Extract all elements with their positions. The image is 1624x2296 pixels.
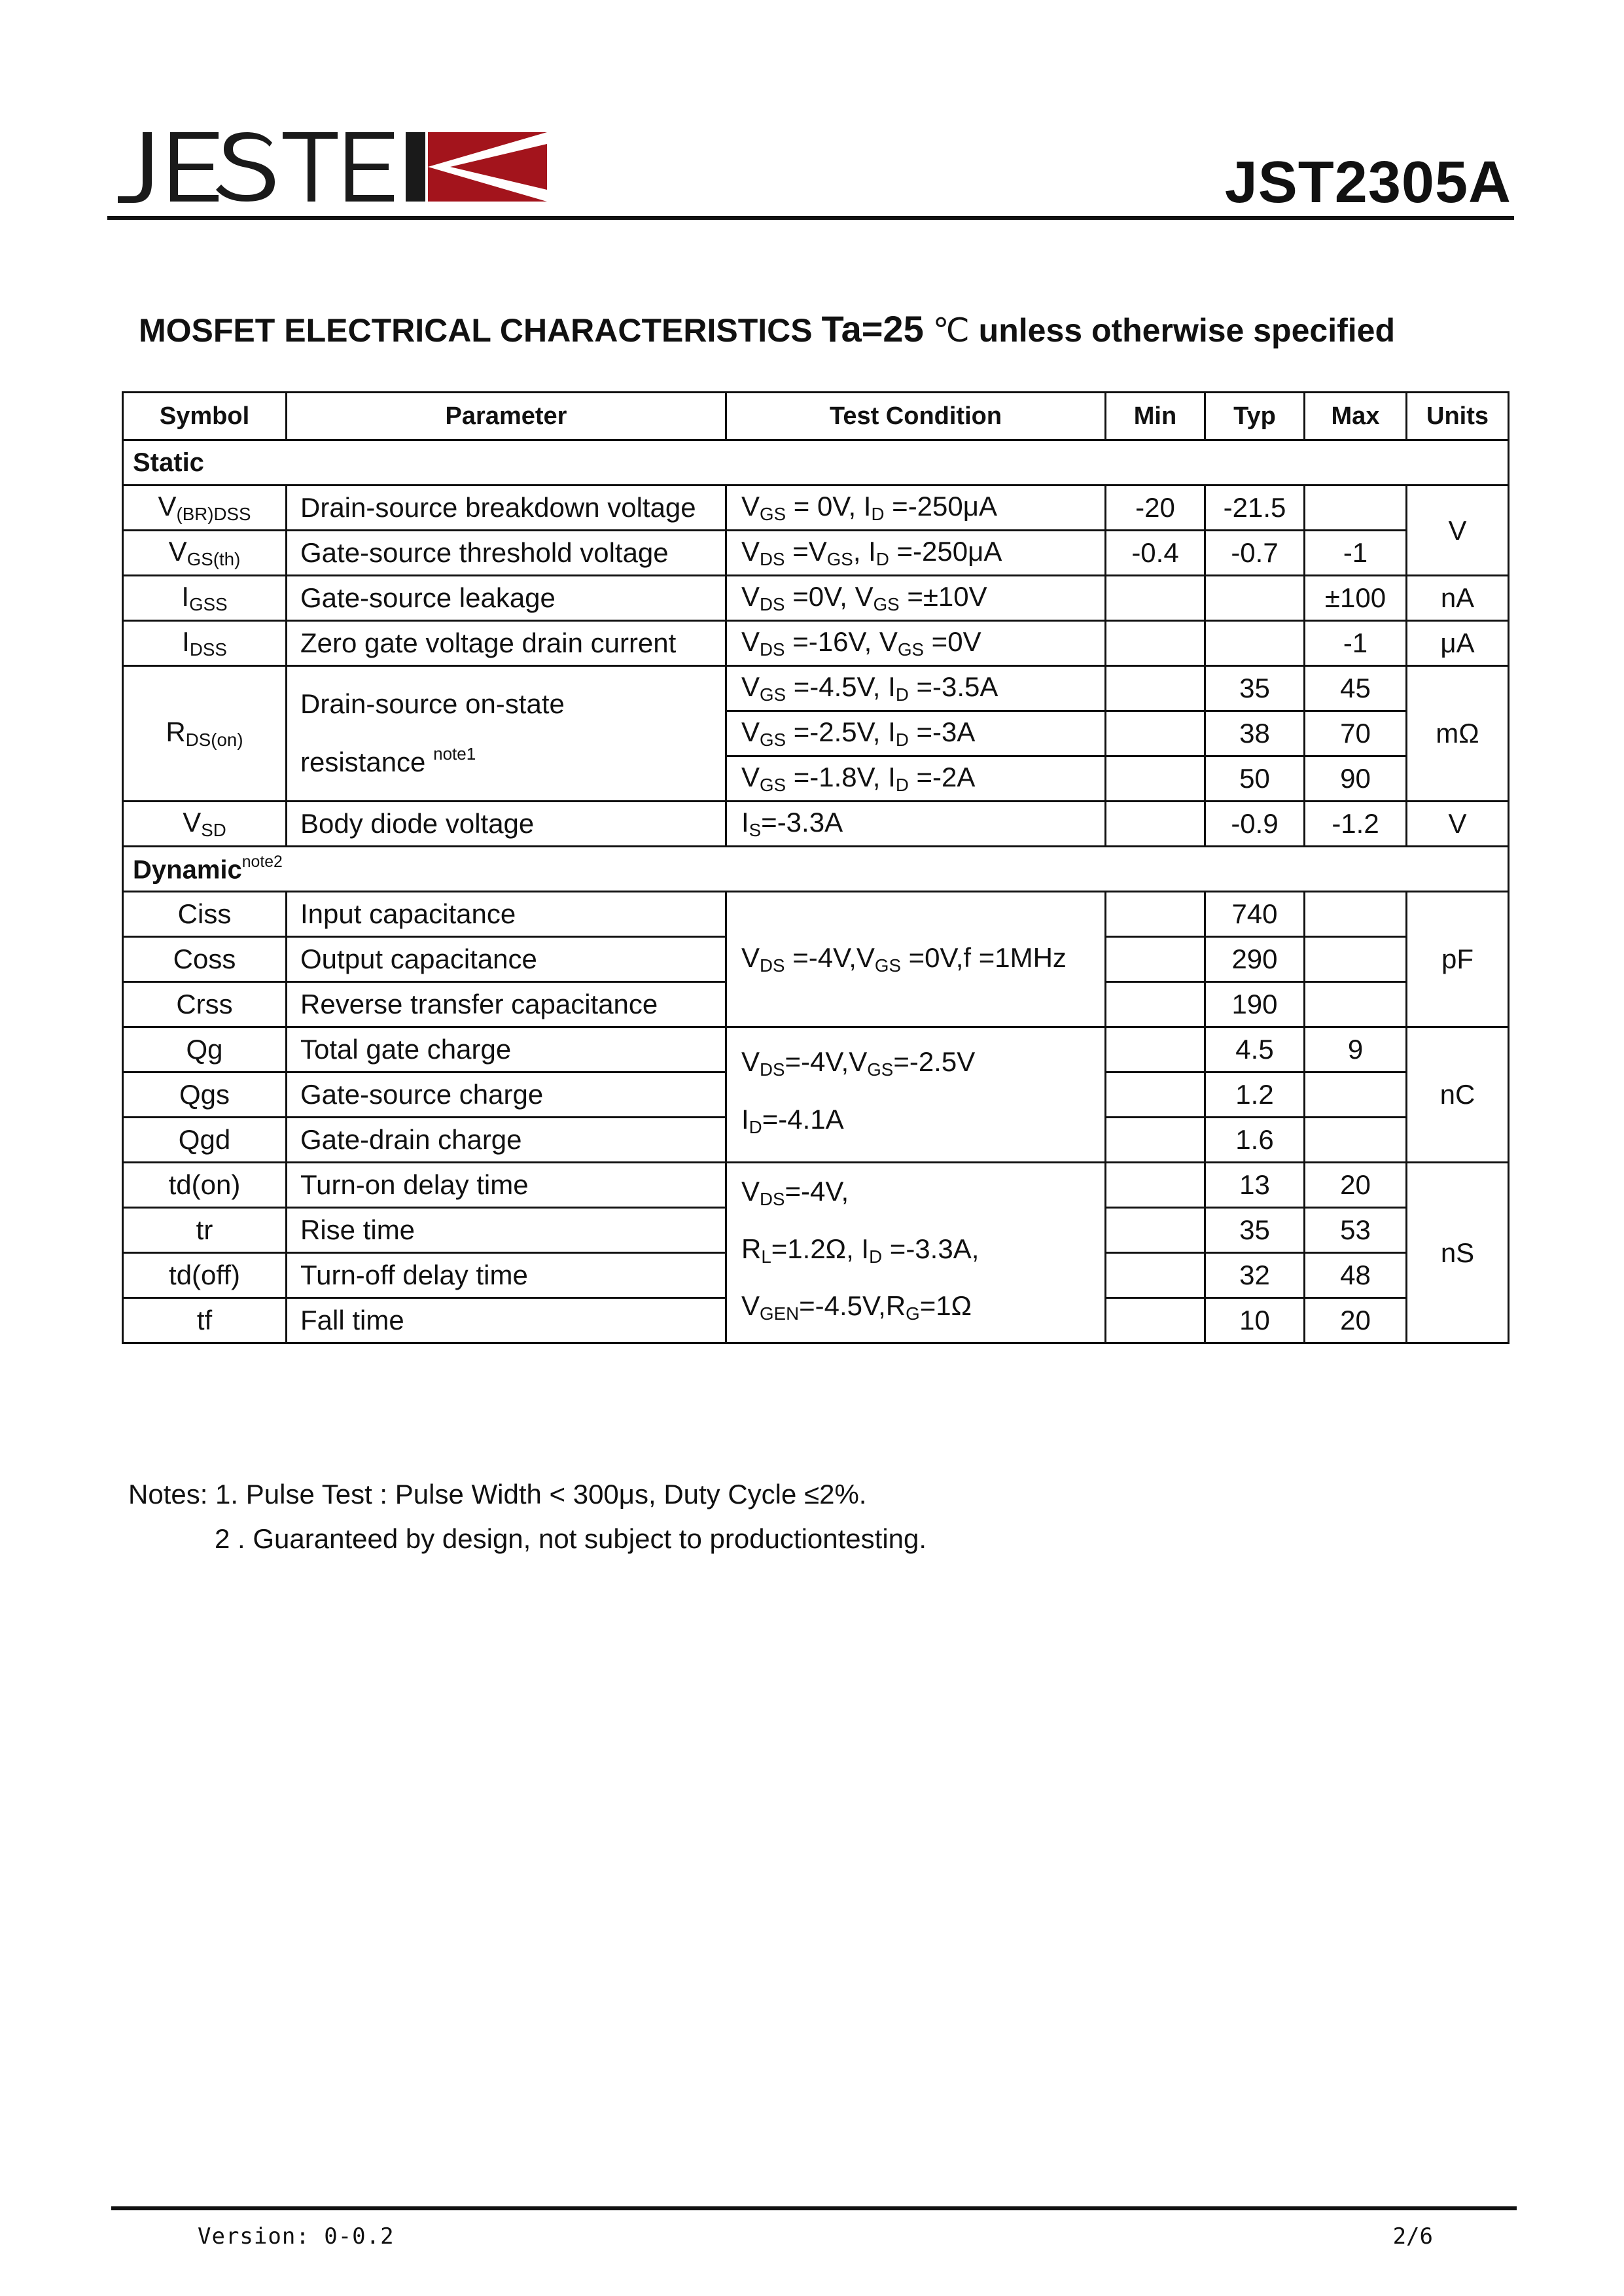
- header-min: Min: [1106, 393, 1205, 440]
- typ-cell: 1.6: [1205, 1118, 1305, 1163]
- symbol-cell: Qgd: [123, 1118, 287, 1163]
- unit-cell: pF: [1407, 892, 1509, 1027]
- min-cell: [1106, 1072, 1205, 1118]
- condition-cell: $V_{DS} =-16V$, $V_{GS} =0V$: [726, 621, 1106, 666]
- parameter-cell: Turn-off delay time: [287, 1253, 726, 1298]
- unit-cell: nC: [1407, 1027, 1509, 1163]
- condition-cell: $V_{GS} = 0V$, $I_D =-250\mu A$: [726, 486, 1106, 531]
- min-cell: [1106, 1027, 1205, 1072]
- symbol-cell: $R_{DS(on)}$: [123, 666, 287, 802]
- max-cell: -1: [1305, 621, 1407, 666]
- typ-cell: [1205, 621, 1305, 666]
- header-divider: [107, 216, 1514, 220]
- unit-cell: V: [1407, 802, 1509, 847]
- min-cell: -20: [1106, 486, 1205, 531]
- unit-cell: nS: [1407, 1163, 1509, 1343]
- symbol-cell: td(off): [123, 1253, 287, 1298]
- table-row: [123, 576, 1509, 621]
- header-symbol: Symbol: [123, 393, 287, 440]
- section-title: [139, 308, 1395, 350]
- symbol-cell: $I_{GSS}$: [123, 576, 287, 621]
- note-1: Notes: 1. Pulse Test : Pulse Width < 300μs, Duty Cycle ≤2%.: [128, 1479, 867, 1510]
- min-cell: [1106, 576, 1205, 621]
- typ-cell: 4.5: [1205, 1027, 1305, 1072]
- max-cell: [1305, 1118, 1407, 1163]
- max-cell: [1305, 486, 1407, 531]
- max-cell: -1: [1305, 531, 1407, 576]
- table-row: [123, 1163, 1509, 1208]
- max-cell: 45: [1305, 666, 1407, 711]
- min-cell: [1106, 1208, 1205, 1253]
- parameter-cell: Gate-source leakage: [287, 576, 726, 621]
- min-cell: [1106, 1253, 1205, 1298]
- max-cell: -1.2: [1305, 802, 1407, 847]
- parameter-cell: Gate-source charge: [287, 1072, 726, 1118]
- min-cell: [1106, 892, 1205, 937]
- version-label: Version: 0-0.2: [198, 2223, 395, 2250]
- table-row: [123, 892, 1509, 937]
- min-cell: [1106, 802, 1205, 847]
- symbol-cell: td(on): [123, 1163, 287, 1208]
- min-cell: [1106, 666, 1205, 711]
- max-cell: 48: [1305, 1253, 1407, 1298]
- parameter-cell: Input capacitance: [287, 892, 726, 937]
- condition-cell: $V_{DS}=-4V,V_{GS}=-2.5V$ $I_D=-4.1A$: [726, 1027, 1106, 1163]
- symbol-cell: Qgs: [123, 1072, 287, 1118]
- symbol-cell: Crss: [123, 982, 287, 1027]
- symbol-cell: $V_{GS(th)}$: [123, 531, 287, 576]
- parameter-cell: Total gate charge: [287, 1027, 726, 1072]
- typ-cell: 35: [1205, 1208, 1305, 1253]
- max-cell: 53: [1305, 1208, 1407, 1253]
- typ-cell: -21.5: [1205, 486, 1305, 531]
- typ-cell: 290: [1205, 937, 1305, 982]
- table-header-row: [123, 393, 1509, 440]
- symbol-cell: Coss: [123, 937, 287, 982]
- table-row: [123, 802, 1509, 847]
- table-row: [123, 531, 1509, 576]
- condition-cell: $V_{DS}=-4V$, $R_L=1.2\Omega$, $I_D =-3.3A$, $V_{GEN}=-4.5V,R_G=1\Omega$: [726, 1163, 1106, 1343]
- condition-cell: $V_{DS} =V_{GS}$, $I_D =-250\mu A$: [726, 531, 1106, 576]
- parameter-cell: Fall time: [287, 1298, 726, 1343]
- symbol-cell: $I_{DSS}$: [123, 621, 287, 666]
- title-degc: ℃: [923, 312, 979, 349]
- header-condition: Test Condition: [726, 393, 1106, 440]
- part-number: JST2305A: [1224, 150, 1511, 215]
- typ-cell: 190: [1205, 982, 1305, 1027]
- table-row: [123, 1027, 1509, 1072]
- section-row-dynamic: [123, 847, 1509, 892]
- header-max: Max: [1305, 393, 1407, 440]
- typ-cell: 1.2: [1205, 1072, 1305, 1118]
- min-cell: [1106, 1118, 1205, 1163]
- min-cell: [1106, 756, 1205, 802]
- max-cell: 20: [1305, 1163, 1407, 1208]
- title-ta: Ta=25: [821, 308, 924, 349]
- min-cell: [1106, 937, 1205, 982]
- min-cell: [1106, 711, 1205, 756]
- typ-cell: 38: [1205, 711, 1305, 756]
- header-parameter: Parameter: [287, 393, 726, 440]
- page-number: 2/6: [1392, 2223, 1433, 2250]
- typ-cell: 50: [1205, 756, 1305, 802]
- condition-cell: $I_S=-3.3A$: [726, 802, 1106, 847]
- parameter-cell: Zero gate voltage drain current: [287, 621, 726, 666]
- min-cell: [1106, 1163, 1205, 1208]
- typ-cell: [1205, 576, 1305, 621]
- symbol-main: V: [158, 491, 177, 522]
- unit-cell: mΩ: [1407, 666, 1509, 802]
- table-row: [123, 486, 1509, 531]
- parameter-cell: Body diode voltage: [287, 802, 726, 847]
- notes: [128, 1472, 927, 1561]
- header-typ: Typ: [1205, 393, 1305, 440]
- parameter-cell: Output capacitance: [287, 937, 726, 982]
- parameter-cell: Gate-drain charge: [287, 1118, 726, 1163]
- condition-cell: $V_{DS} =-4V,V_{GS} =0V,f =1MHz$: [726, 892, 1106, 1027]
- typ-cell: 13: [1205, 1163, 1305, 1208]
- parameter-cell: Rise time: [287, 1208, 726, 1253]
- max-cell: [1305, 982, 1407, 1027]
- title-suffix: unless otherwise specified: [978, 312, 1395, 349]
- condition-cell: $V_{DS} =0V$, $V_{GS} =\pm 10V$: [726, 576, 1106, 621]
- parameter-cell: Turn-on delay time: [287, 1163, 726, 1208]
- unit-cell: nA: [1407, 576, 1509, 621]
- electrical-characteristics-table: [122, 391, 1509, 1344]
- parameter-cell: Gate-source threshold voltage: [287, 531, 726, 576]
- symbol-cell: $V_{SD}$: [123, 802, 287, 847]
- typ-cell: -0.9: [1205, 802, 1305, 847]
- header-units: Units: [1407, 393, 1509, 440]
- parameter-cell: Drain-source on-state resistance $^{note1}$: [287, 666, 726, 802]
- condition-cell: $V_{GS} =-1.8V$, $I_D =-2A$: [726, 756, 1106, 802]
- parameter-cell: Drain-source breakdown voltage: [287, 486, 726, 531]
- unit-cell: μA: [1407, 621, 1509, 666]
- symbol-sub: (BR)DSS: [176, 503, 251, 524]
- typ-cell: 10: [1205, 1298, 1305, 1343]
- symbol-cell: tf: [123, 1298, 287, 1343]
- title-prefix: MOSFET ELECTRICAL CHARACTERISTICS: [139, 312, 822, 349]
- typ-cell: 35: [1205, 666, 1305, 711]
- table-row: [123, 621, 1509, 666]
- min-cell: -0.4: [1106, 531, 1205, 576]
- condition-cell: $V_{GS} =-2.5V$, $I_D =-3A$: [726, 711, 1106, 756]
- footer-divider: [111, 2206, 1517, 2210]
- symbol-cell: tr: [123, 1208, 287, 1253]
- section-static: Static: [123, 440, 1509, 486]
- max-cell: 90: [1305, 756, 1407, 802]
- typ-cell: 740: [1205, 892, 1305, 937]
- max-cell: 70: [1305, 711, 1407, 756]
- unit-cell: V: [1407, 486, 1509, 576]
- symbol-cell: Qg: [123, 1027, 287, 1072]
- jestek-logo: [116, 128, 548, 205]
- max-cell: 20: [1305, 1298, 1407, 1343]
- min-cell: [1106, 621, 1205, 666]
- symbol-cell: [123, 486, 287, 531]
- note-2: 2 . Guaranteed by design, not subject to productiontesting.: [215, 1523, 927, 1554]
- typ-cell: -0.7: [1205, 531, 1305, 576]
- typ-cell: 32: [1205, 1253, 1305, 1298]
- section-row-static: [123, 440, 1509, 486]
- max-cell: [1305, 937, 1407, 982]
- section-dynamic: Dynamic$^{note2}$: [123, 847, 1509, 892]
- condition-cell: $V_{GS} =-4.5V$, $I_D =-3.5A$: [726, 666, 1106, 711]
- table-row: [123, 666, 1509, 711]
- max-cell: 9: [1305, 1027, 1407, 1072]
- max-cell: [1305, 1072, 1407, 1118]
- max-cell: ±100: [1305, 576, 1407, 621]
- min-cell: [1106, 1298, 1205, 1343]
- min-cell: [1106, 982, 1205, 1027]
- max-cell: [1305, 892, 1407, 937]
- parameter-cell: Reverse transfer capacitance: [287, 982, 726, 1027]
- symbol-cell: Ciss: [123, 892, 287, 937]
